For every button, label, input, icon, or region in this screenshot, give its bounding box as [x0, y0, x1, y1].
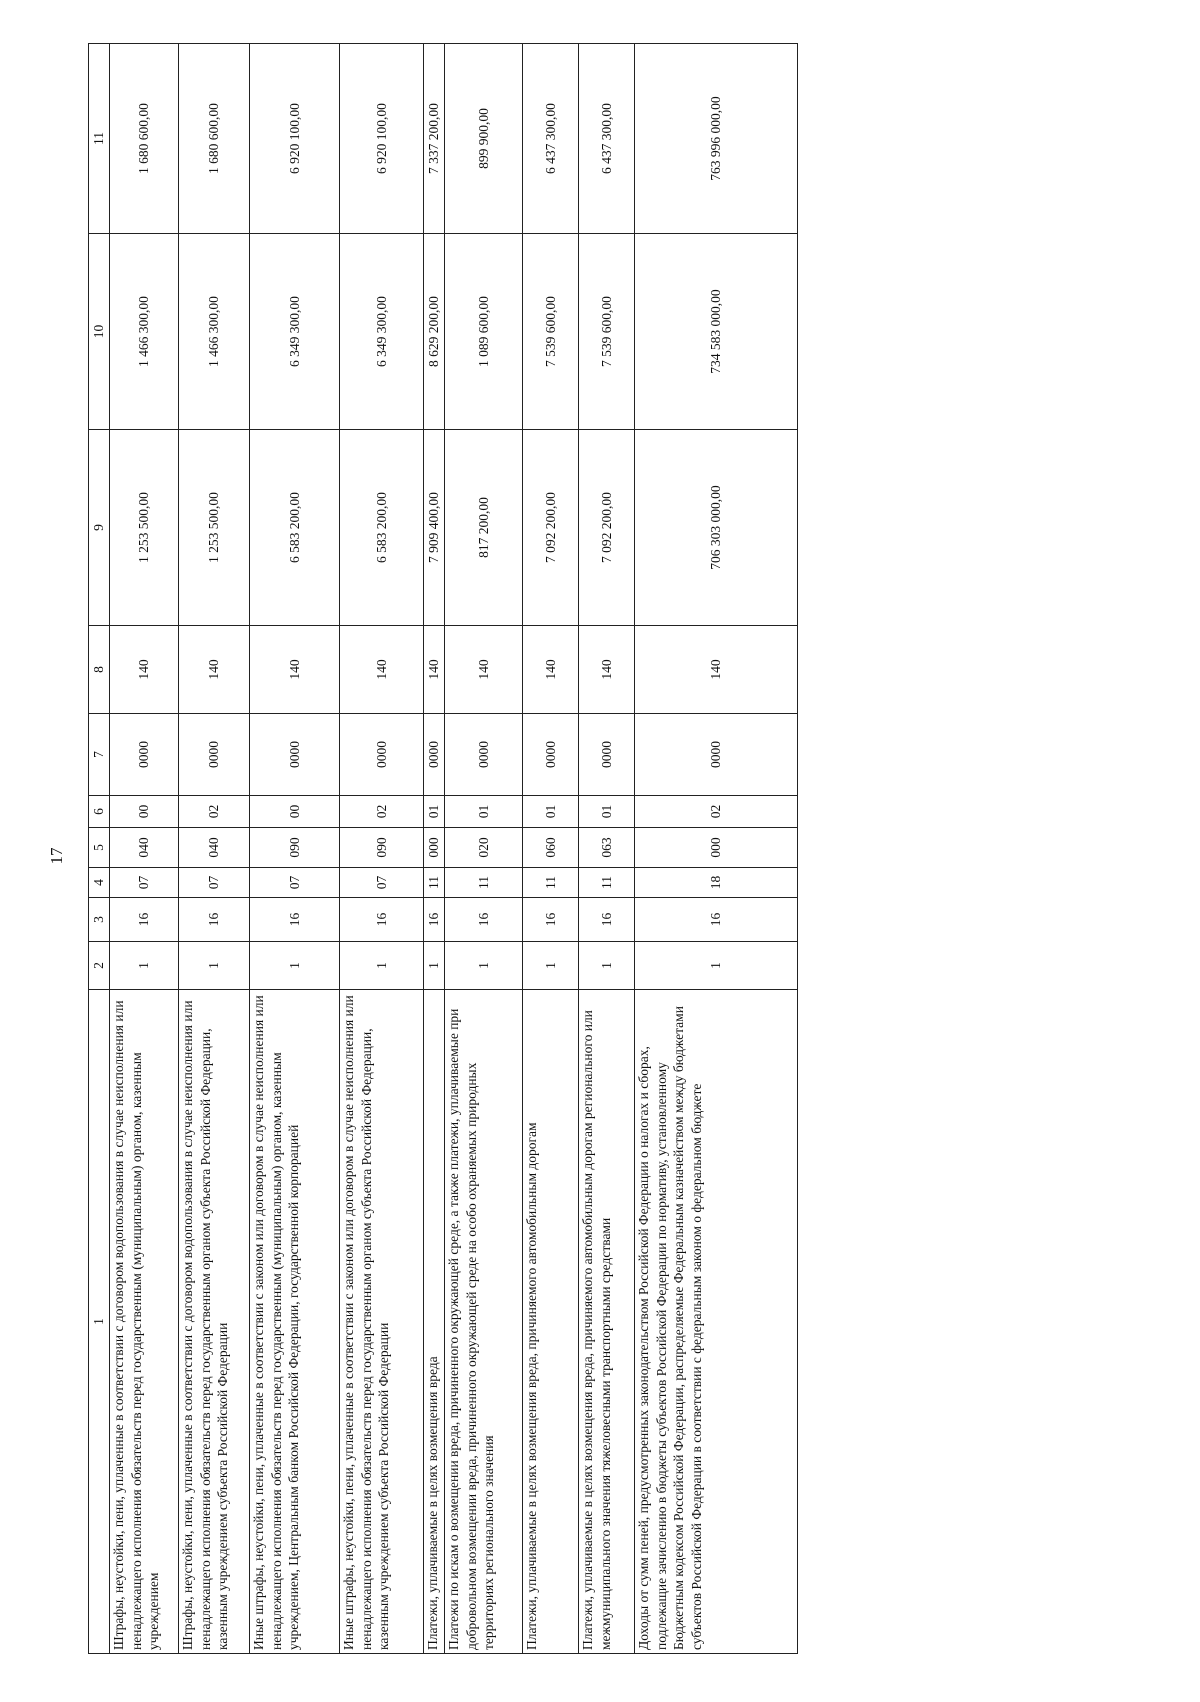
amount-cell: 706 303 000,00 [635, 430, 798, 626]
row-description: Штрафы, неустойки, пени, уплаченные в соответствии с договором водопользования в случае неисполнения или ненадлежащего исполнения обязательств перед государственным (муниципальным) органом, казенным учреждением [110, 990, 179, 1654]
amount-cell: 734 583 000,00 [635, 234, 798, 430]
table-row [424, 44, 445, 1654]
row-description: Доходы от сумм пеней, предусмотренных законодательством Российской Федерации о налогах и сборах, подлежащие зачислению в бюджеты субъектов Российской Федерации по нормативу, установленному Бюджетным кодексом Российской Федерации, распределяемые Федеральным казначейством между бюджетами субъектов Российской Федерации в соответствии с федеральным законом о федеральном бюджете [635, 990, 798, 1654]
column-number-row [89, 44, 110, 1654]
column-header: 11 [89, 44, 110, 234]
code-cell: 140 [579, 626, 635, 714]
column-header: 4 [89, 868, 110, 898]
code-cell: 040 [110, 828, 179, 868]
amount-cell: 899 900,00 [445, 44, 523, 234]
amount-cell: 817 200,00 [445, 430, 523, 626]
code-cell: 1 [445, 942, 523, 990]
amount-cell: 6 437 300,00 [523, 44, 579, 234]
code-cell: 16 [579, 898, 635, 942]
code-cell: 140 [523, 626, 579, 714]
amount-cell: 1 466 300,00 [110, 234, 179, 430]
code-cell: 020 [445, 828, 523, 868]
row-description: Платежи по искам о возмещении вреда, причиненного окружающей среде, а также платежи, уплачиваемые при добровольном возмещении вреда, причиненного окружающей среде на особо охраняемых природных территориях регионального значения [445, 990, 523, 1654]
code-cell: 0000 [110, 714, 179, 796]
code-cell: 0000 [250, 714, 340, 796]
code-cell: 11 [445, 868, 523, 898]
code-cell: 0000 [579, 714, 635, 796]
code-cell: 140 [424, 626, 445, 714]
amount-cell: 8 629 200,00 [424, 234, 445, 430]
code-cell: 090 [340, 828, 424, 868]
code-cell: 140 [250, 626, 340, 714]
code-cell: 0000 [445, 714, 523, 796]
amount-cell: 6 583 200,00 [250, 430, 340, 626]
code-cell: 07 [110, 868, 179, 898]
amount-cell: 7 539 600,00 [523, 234, 579, 430]
code-cell: 000 [424, 828, 445, 868]
code-cell: 0000 [340, 714, 424, 796]
code-cell: 16 [340, 898, 424, 942]
code-cell: 000 [635, 828, 798, 868]
amount-cell: 6 437 300,00 [579, 44, 635, 234]
amount-cell: 6 920 100,00 [250, 44, 340, 234]
row-description: Иные штрафы, неустойки, пени, уплаченные в соответствии с законом или договором в случае неисполнения или ненадлежащего исполнения обязательств перед государственным органом субъекта Российской Федерации, казенным учреждением субъекта Российской Федерации [340, 990, 424, 1654]
amount-cell: 7 092 200,00 [523, 430, 579, 626]
code-cell: 07 [179, 868, 250, 898]
amount-cell: 7 539 600,00 [579, 234, 635, 430]
code-cell: 02 [340, 796, 424, 828]
code-cell: 1 [523, 942, 579, 990]
code-cell: 11 [579, 868, 635, 898]
code-cell: 1 [635, 942, 798, 990]
code-cell: 01 [523, 796, 579, 828]
column-header: 8 [89, 626, 110, 714]
code-cell: 0000 [635, 714, 798, 796]
code-cell: 1 [579, 942, 635, 990]
code-cell: 1 [110, 942, 179, 990]
amount-cell: 1 253 500,00 [179, 430, 250, 626]
amount-cell: 1 089 600,00 [445, 234, 523, 430]
code-cell: 0000 [424, 714, 445, 796]
code-cell: 140 [179, 626, 250, 714]
code-cell: 16 [424, 898, 445, 942]
code-cell: 16 [250, 898, 340, 942]
table-row [179, 44, 250, 1654]
code-cell: 07 [250, 868, 340, 898]
code-cell: 16 [523, 898, 579, 942]
amount-cell: 7 337 200,00 [424, 44, 445, 234]
amount-cell: 6 349 300,00 [250, 234, 340, 430]
table-row [250, 44, 340, 1654]
code-cell: 0000 [523, 714, 579, 796]
code-cell: 01 [424, 796, 445, 828]
code-cell: 0000 [179, 714, 250, 796]
amount-cell: 6 920 100,00 [340, 44, 424, 234]
amount-cell: 6 349 300,00 [340, 234, 424, 430]
row-description: Штрафы, неустойки, пени, уплаченные в соответствии с договором водопользования в случае неисполнения или ненадлежащего исполнения обязательств перед государственным органом субъекта Российской Федерации, казенным учреждением субъекта Российской Федерации [179, 990, 250, 1654]
column-header: 1 [89, 990, 110, 1654]
code-cell: 00 [110, 796, 179, 828]
table-row [523, 44, 579, 1654]
code-cell: 140 [110, 626, 179, 714]
code-cell: 140 [635, 626, 798, 714]
code-cell: 02 [635, 796, 798, 828]
amount-cell: 1 253 500,00 [110, 430, 179, 626]
amount-cell: 763 996 000,00 [635, 44, 798, 234]
row-description: Платежи, уплачиваемые в целях возмещения вреда, причиняемого автомобильным дорогам регионального или межмуниципального значения тяжеловесными транспортными средствами [579, 990, 635, 1654]
amount-cell: 7 092 200,00 [579, 430, 635, 626]
code-cell: 090 [250, 828, 340, 868]
table-row [579, 44, 635, 1654]
column-header: 3 [89, 898, 110, 942]
code-cell: 16 [635, 898, 798, 942]
column-header: 10 [89, 234, 110, 430]
table-row [635, 44, 798, 1654]
amount-cell: 1 680 600,00 [110, 44, 179, 234]
code-cell: 01 [445, 796, 523, 828]
code-cell: 02 [179, 796, 250, 828]
column-header: 9 [89, 430, 110, 626]
amount-cell: 1 680 600,00 [179, 44, 250, 234]
code-cell: 140 [340, 626, 424, 714]
code-cell: 060 [523, 828, 579, 868]
table-row [445, 44, 523, 1654]
code-cell: 07 [340, 868, 424, 898]
code-cell: 18 [635, 868, 798, 898]
code-cell: 11 [523, 868, 579, 898]
code-cell: 00 [250, 796, 340, 828]
column-header: 6 [89, 796, 110, 828]
code-cell: 1 [424, 942, 445, 990]
amount-cell: 7 909 400,00 [424, 430, 445, 626]
code-cell: 040 [179, 828, 250, 868]
row-description: Иные штрафы, неустойки, пени, уплаченные в соответствии с законом или договором в случае неисполнения или ненадлежащего исполнения обязательств перед государственным (муниципальным) органом, казенным учреждением, Центральным банком Российской Федерации, государственной корпорацией [250, 990, 340, 1654]
code-cell: 140 [445, 626, 523, 714]
code-cell: 1 [340, 942, 424, 990]
column-header: 5 [89, 828, 110, 868]
table-row [340, 44, 424, 1654]
row-description: Платежи, уплачиваемые в целях возмещения вреда [424, 990, 445, 1654]
amount-cell: 6 583 200,00 [340, 430, 424, 626]
rotated-page-content [88, 44, 796, 1654]
code-cell: 16 [445, 898, 523, 942]
code-cell: 16 [110, 898, 179, 942]
column-header: 2 [89, 942, 110, 990]
revenue-table [88, 43, 798, 1654]
code-cell: 1 [250, 942, 340, 990]
code-cell: 063 [579, 828, 635, 868]
code-cell: 16 [179, 898, 250, 942]
amount-cell: 1 466 300,00 [179, 234, 250, 430]
column-header: 7 [89, 714, 110, 796]
row-description: Платежи, уплачиваемые в целях возмещения вреда, причиняемого автомобильным дорогам [523, 990, 579, 1654]
table-row [110, 44, 179, 1654]
page-number: 17 [47, 847, 66, 865]
code-cell: 11 [424, 868, 445, 898]
code-cell: 01 [579, 796, 635, 828]
code-cell: 1 [179, 942, 250, 990]
